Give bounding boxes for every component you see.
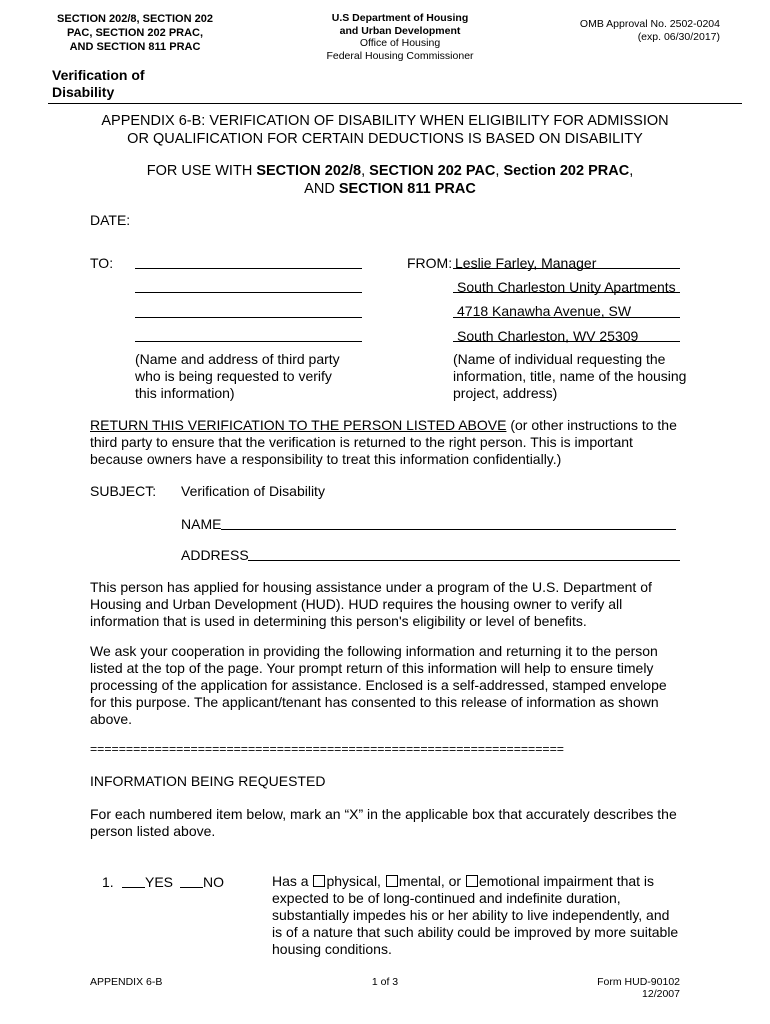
- from-name: Leslie Farley, Manager: [455, 255, 597, 271]
- address-label: ADDRESS: [181, 547, 249, 563]
- mental-checkbox[interactable]: [386, 875, 398, 887]
- return-instructions: RETURN THIS VERIFICATION TO THE PERSON LISTED ABOVE (or other instructions to the third party to ensure that the verification is returned to the right person. This is important because owners have a responsibility to treat this information confidentially.): [90, 417, 677, 467]
- no-label: NO: [203, 874, 224, 890]
- address-field[interactable]: [248, 560, 680, 561]
- agency-line: and Urban Development: [339, 24, 461, 37]
- appendix-title-line: OR QUALIFICATION FOR CERTAIN DEDUCTIONS IS BASED ON DISABILITY: [127, 131, 643, 147]
- to-line-3[interactable]: [135, 317, 362, 318]
- agency-line: U.S Department of Housing: [331, 12, 469, 24]
- emotional-checkbox[interactable]: [466, 875, 478, 887]
- form-title: [52, 67, 145, 101]
- subject-value: Verification of Disability: [181, 483, 325, 499]
- instructions: For each numbered item below, mark an “X” in the applicable box that accurately describes the person listed above.: [90, 806, 677, 839]
- from-line-3: 4718 Kanawha Avenue, SW: [457, 303, 632, 319]
- item-number: 1.: [102, 874, 114, 890]
- name-field[interactable]: [221, 529, 676, 530]
- yes-label: YES: [145, 874, 174, 890]
- from-underline-1: [453, 268, 680, 269]
- for-use-prefix: FOR USE WITH: [146, 163, 257, 179]
- to-line-1[interactable]: [135, 268, 362, 269]
- appendix-title: [70, 112, 700, 148]
- hud-explanation: This person has applied for housing assistance under a program of the U.S. Department of Housing and Urban Development (HUD). HUD requires the housing owner to verify all information that is used in determining this person's eligibility or level of benefits.: [90, 579, 652, 629]
- info-heading: INFORMATION BEING REQUESTED: [90, 773, 326, 789]
- header-left-line: PAC, SECTION 202 PRAC,: [66, 27, 204, 39]
- form-number: Form HUD-90102 12/2007: [597, 976, 680, 1000]
- section-label: SECTION 811 PRAC: [338, 181, 476, 197]
- cooperation-request: We ask your cooperation in providing the following information and returning it to the person listed at the top of the page. Your prompt return of this information will help to ensure timely processing of the application for assistance. Enclosed is a self-addressed, stamped envelope for this purpose. The applicant/tenant has consented to this release of information as shown above.: [90, 643, 667, 727]
- from-underline-2: [453, 292, 680, 293]
- header-left-line: SECTION 202/8, SECTION 202: [57, 13, 213, 25]
- omb-number: OMB Approval No. 2502-0204: [579, 18, 720, 30]
- yes-blank[interactable]: [122, 887, 145, 888]
- footer-appendix: APPENDIX 6-B: [90, 976, 163, 988]
- item-1-text: Has a physical, mental, or emotional impairment that is expected to be of long-continued and indefinite duration, substantially impedes his or her ability to live independently, and is of a nature that such ability could be improved by more suitable housing conditions.: [272, 873, 679, 957]
- header-left-line: AND SECTION 811 PRAC: [69, 41, 201, 53]
- from-line-2: South Charleston Unity Apartments: [457, 279, 676, 295]
- for-use-with: FOR USE WITH SECTION 202/8, SECTION 202 PAC, Section 202 PRAC, AND SECTION 811 PRAC: [146, 163, 634, 197]
- separator-line: ==================================================================: [90, 742, 564, 756]
- header-rule: [48, 103, 742, 104]
- section-label: SECTION 202 PAC: [369, 163, 496, 179]
- physical-checkbox[interactable]: [313, 875, 325, 887]
- to-line-4[interactable]: [135, 341, 362, 342]
- program-sections-header: [50, 12, 220, 54]
- from-note: (Name of individual requesting the information, title, name of the housing project, address): [453, 351, 687, 401]
- for-use-and: AND: [304, 181, 339, 197]
- to-line-2[interactable]: [135, 292, 362, 293]
- to-note: (Name and address of third party who is being requested to verify this information): [135, 351, 340, 401]
- no-blank[interactable]: [180, 887, 203, 888]
- return-emphasis: RETURN THIS VERIFICATION TO THE PERSON LISTED ABOVE: [90, 417, 507, 433]
- to-label: TO:: [90, 255, 114, 271]
- omb-approval: [560, 18, 720, 43]
- agency-header: [300, 12, 500, 62]
- from-underline-3: [453, 317, 680, 318]
- from-underline-4: [453, 341, 680, 342]
- section-label: Section 202 PRAC: [503, 163, 630, 179]
- form-title-line: Verification of: [52, 67, 145, 83]
- agency-line: Office of Housing: [359, 37, 441, 49]
- from-line-4: South Charleston, WV 25309: [457, 328, 639, 344]
- form-title-line: Disability: [52, 84, 115, 100]
- agency-line: Federal Housing Commissioner: [326, 49, 474, 62]
- from-label: FROM:: [407, 255, 453, 271]
- date-label: DATE:: [90, 212, 131, 228]
- name-label: NAME: [181, 516, 222, 532]
- omb-expiration: (exp. 06/30/2017): [637, 30, 720, 43]
- section-label: SECTION 202/8: [256, 163, 362, 179]
- subject-label: SUBJECT:: [90, 483, 157, 499]
- from-line-1: [455, 255, 596, 272]
- page-number: 1 of 3: [371, 976, 399, 988]
- appendix-title-line: APPENDIX 6-B: VERIFICATION OF DISABILITY WHEN ELIGIBILITY FOR ADMISSION: [101, 113, 669, 129]
